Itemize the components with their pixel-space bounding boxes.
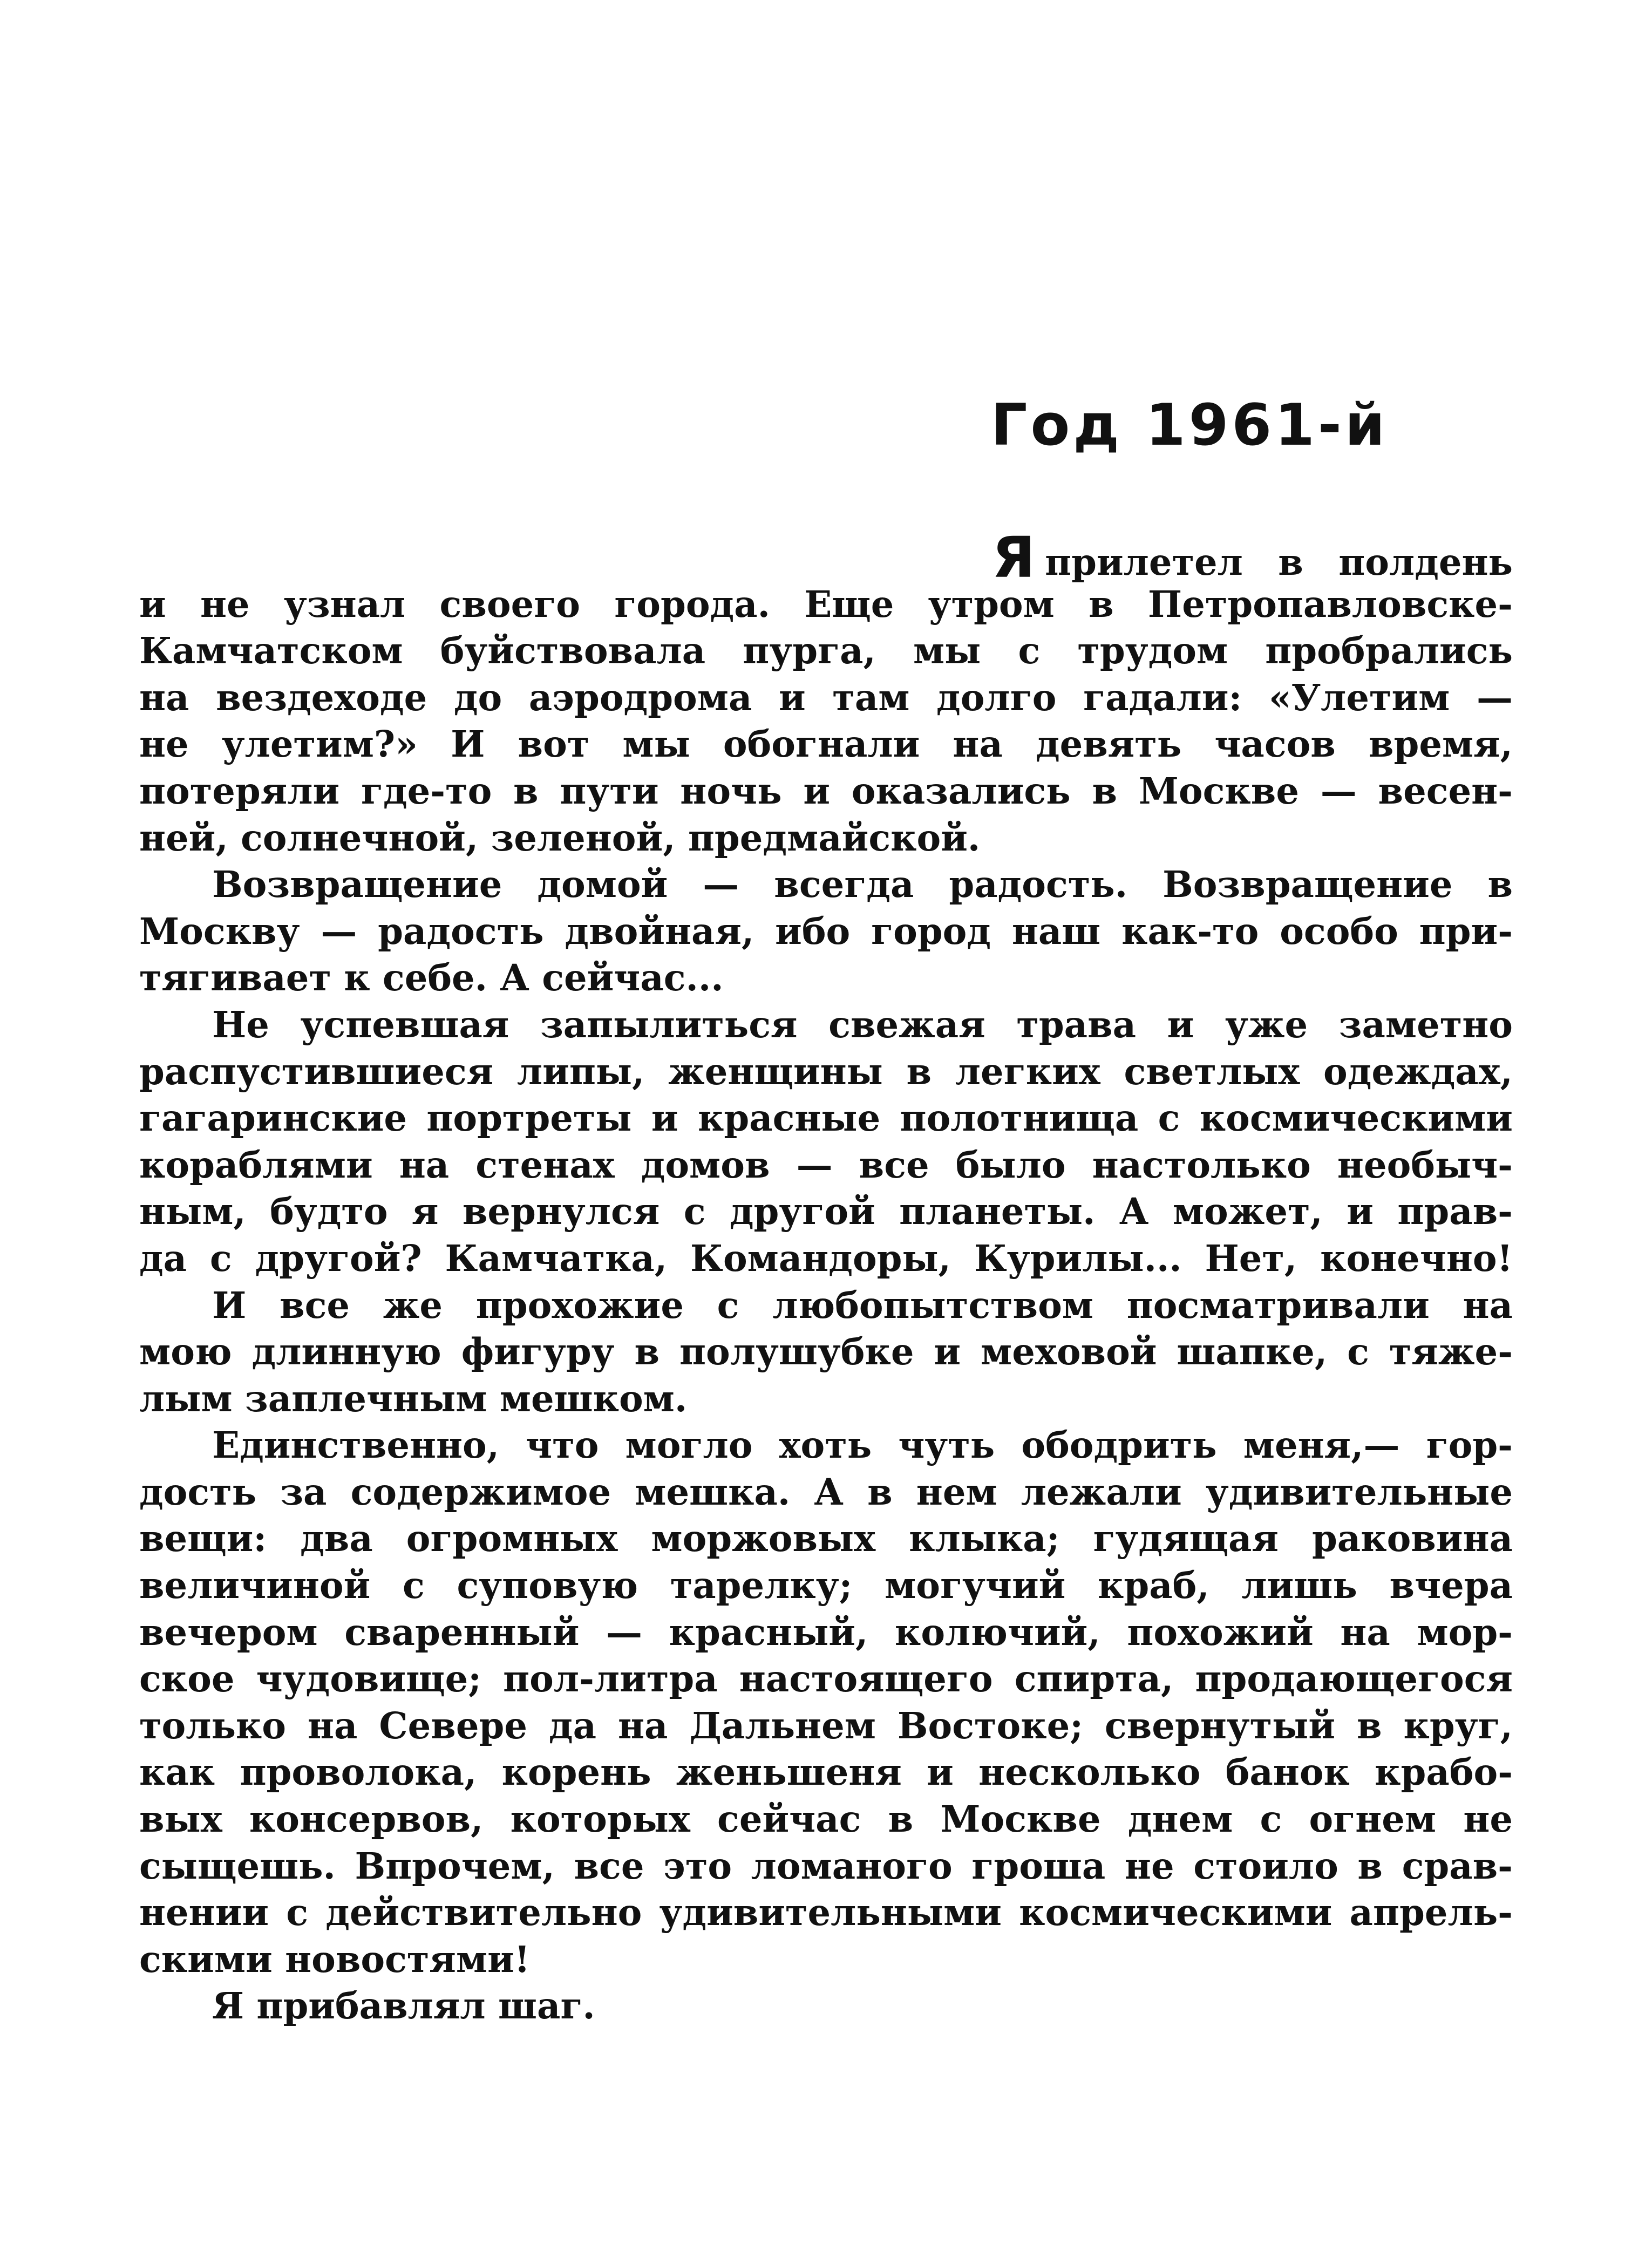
text-line: дость за содержимое мешка. А в нем лежали удивительные [139, 1470, 1513, 1513]
text-line: мою длинную фигуру в полушубке и меховой шапке, с тяже- [139, 1330, 1513, 1373]
text-line: лым заплечным мешком. [139, 1377, 688, 1420]
text-line: вещи: два огромных моржовых клыка; гудящая раковина [139, 1517, 1513, 1560]
text-line: величиной с суповую тарелку; могучий краб, лишь вчера [139, 1564, 1513, 1607]
text-line: ным, будто я вернулся с другой планеты. А может, и прав- [139, 1190, 1513, 1233]
text-line: сыщешь. Впрочем, все это ломаного гроша не стоило в срав- [139, 1844, 1513, 1887]
text-line: тягивает к себе. А сейчас... [139, 956, 724, 999]
text-line: не улетим?» И вот мы обогнали на девять часов время, [139, 723, 1513, 766]
text-line: гагаринские портреты и красные полотнища с космическими [139, 1097, 1513, 1140]
drop-cap: Я [992, 525, 1036, 590]
text-line: потеряли где-то в пути ночь и оказались в Москве — весен- [139, 769, 1513, 812]
text-line: Камчатском буйствовала пурга, мы с трудом пробрались [139, 629, 1513, 672]
text-line: Единственно, что могло хоть чуть ободрить меня,— гор- [212, 1424, 1513, 1467]
text-line: ней, солнечной, зеленой, предмайской. [139, 816, 981, 859]
text-line: Я прибавлял шаг. [212, 1984, 595, 2028]
text-line: нении с действительно удивительными космическими апрель- [139, 1891, 1513, 1934]
text-line: кораблями на стенах домов — все было настолько необыч- [139, 1143, 1513, 1186]
text-line: Не успевшая запылиться свежая трава и уже заметно [212, 1003, 1513, 1046]
text-line: на вездеходе до аэродрома и там долго гадали: «Улетим — [139, 676, 1513, 719]
text-line: да с другой? Камчатка, Командоры, Курилы... Нет, конечно! [139, 1236, 1513, 1280]
text-line-content: прилетел в полдень [1045, 541, 1513, 583]
text-line: вечером сваренный — красный, колючий, похожий на мор- [139, 1610, 1513, 1654]
text-line: Москву — радость двойная, ибо город наш как-то особо при- [139, 909, 1513, 953]
text-line: скими новостями! [139, 1937, 531, 1981]
chapter-body [139, 525, 1513, 2030]
text-line [139, 525, 1513, 590]
chapter-title: Год 1961-й [991, 392, 1389, 458]
text-line: распустившиеся липы, женщины в легких светлых одеждах, [139, 1050, 1513, 1093]
text-line: Возвращение домой — всегда радость. Возвращение в [212, 863, 1513, 906]
text-line: и не узнал своего города. Еще утром в Петропавловске- [139, 582, 1513, 625]
text-line: вых консервов, которых сейчас в Москве днем с огнем не [139, 1798, 1513, 1841]
text-line: ское чудовище; пол-литра настоящего спирта, продающегося [139, 1657, 1513, 1701]
text-line: только на Севере да на Дальнем Востоке; свернутый в круг, [139, 1704, 1513, 1747]
text-line: И все же прохожие с любопытством посматривали на [212, 1283, 1513, 1327]
text-line: как проволока, корень женьшеня и несколько банок крабо- [139, 1751, 1513, 1794]
